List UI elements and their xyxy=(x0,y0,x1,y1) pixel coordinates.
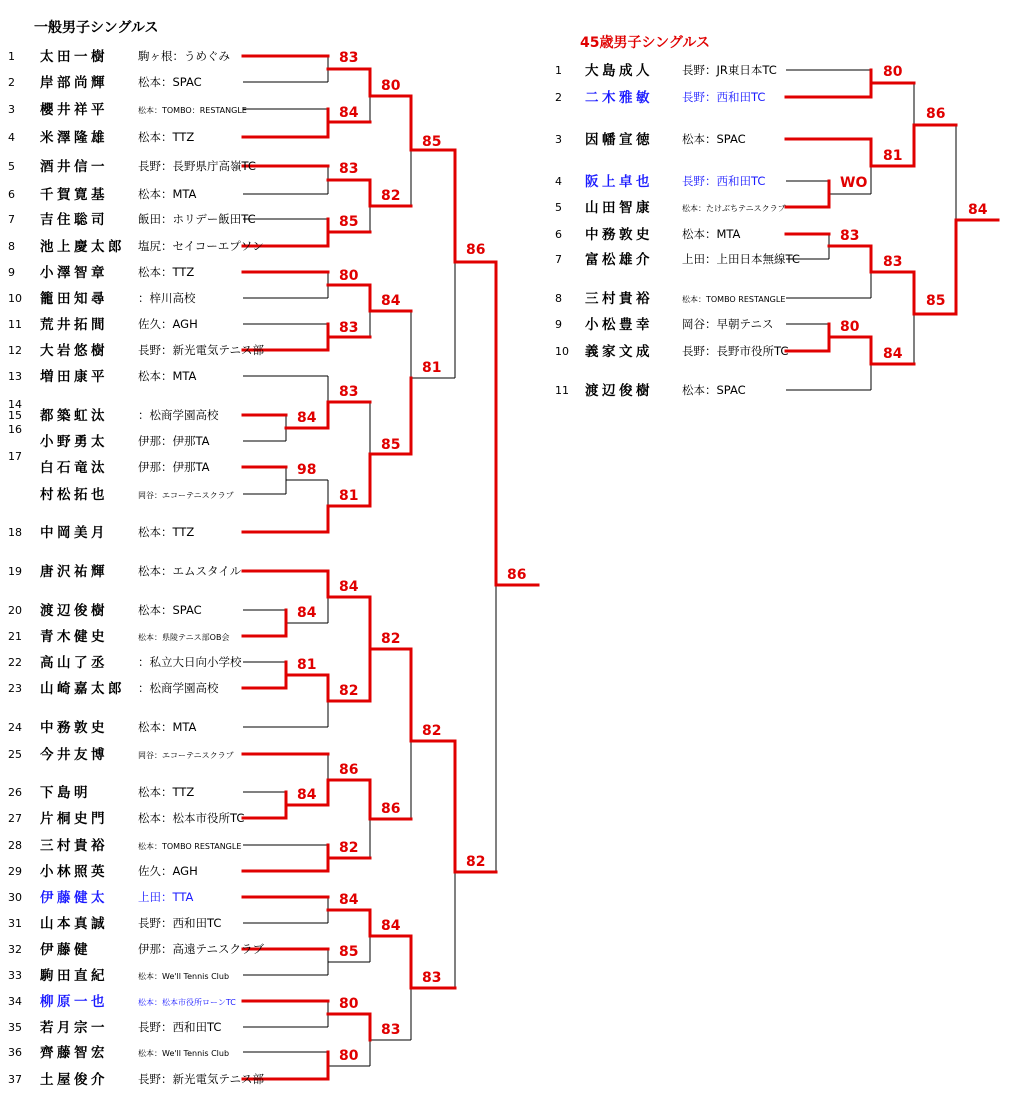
player-club: 松本：エムスタイル xyxy=(138,564,242,578)
player-club: 長野：西和田TC xyxy=(138,916,222,930)
player-name: 二木雅敏 xyxy=(585,90,653,106)
player-club: 松本：松本市役所TC xyxy=(138,811,245,825)
player-club: 松本：TTZ xyxy=(138,785,195,799)
match-score: 80 xyxy=(840,319,860,335)
player-name: 小澤智章 xyxy=(40,265,108,281)
player-number: 17 xyxy=(8,450,22,463)
player-club: ：私立大日向小学校 xyxy=(138,655,242,669)
player-number: 3 xyxy=(8,103,15,116)
player-club: ：梓川高校 xyxy=(138,291,196,305)
match-score: 84 xyxy=(297,787,317,803)
open-singles-title: 一般男子シングルス xyxy=(34,20,159,36)
player-club: 佐久：AGH xyxy=(138,317,198,331)
player-number: 21 xyxy=(8,630,22,643)
player-club: 長野：新光電気テニス部 xyxy=(138,343,265,357)
player-club: 飯田：ホリデー飯田TC xyxy=(138,212,256,226)
player-name: 荒井拓間 xyxy=(40,317,108,333)
player-number: 16 xyxy=(8,423,22,436)
player-number: 12 xyxy=(8,344,22,357)
player-number: 18 xyxy=(8,526,22,539)
player-club: 長野：JR東日本TC xyxy=(682,63,777,77)
player-name: 富松雄介 xyxy=(585,252,653,268)
match-score: 85 xyxy=(339,214,359,230)
match-score: 84 xyxy=(339,105,359,121)
match-score: 82 xyxy=(381,631,401,647)
match-score: 86 xyxy=(381,801,401,817)
player-name: 高山了丞 xyxy=(40,655,108,671)
player-club: 松本：TOMBO RESTANGLE xyxy=(138,842,242,851)
match-score: 83 xyxy=(840,228,860,244)
player-number: 1 xyxy=(555,64,562,77)
player-name: 大岩悠樹 xyxy=(40,343,108,359)
player-name: 山本真誠 xyxy=(40,916,108,932)
match-score: 83 xyxy=(381,1022,401,1038)
player-club: 長野：西和田TC xyxy=(682,90,766,104)
match-score: 86 xyxy=(339,762,359,778)
player-number: 19 xyxy=(8,565,22,578)
player-number: 10 xyxy=(8,292,22,305)
player-club: 松本：MTA xyxy=(138,187,197,201)
player-club: 松本：SPAC xyxy=(682,132,746,146)
match-score: 83 xyxy=(339,320,359,336)
player-club: 松本：MTA xyxy=(682,227,741,241)
match-score: 85 xyxy=(926,293,946,309)
match-score: 83 xyxy=(339,161,359,177)
player-club: 駒ヶ根：うめぐみ xyxy=(138,49,230,63)
player-name: 太田一樹 xyxy=(40,49,108,65)
match-score: 81 xyxy=(297,657,317,673)
player-name: 山崎嘉太郎 xyxy=(40,681,125,697)
match-score: 84 xyxy=(381,918,401,934)
player-club: 長野：長野県庁高嶺TC xyxy=(138,159,256,173)
player-name: 白石竜汰 xyxy=(40,460,108,476)
match-score: 85 xyxy=(422,134,442,150)
match-score: 84 xyxy=(339,892,359,908)
match-score: 85 xyxy=(339,944,359,960)
player-name: 駒田直紀 xyxy=(40,968,108,984)
match-score: 82 xyxy=(339,683,359,699)
player-club: 上田：TTA xyxy=(138,890,194,904)
match-score: 83 xyxy=(422,970,442,986)
match-score: 98 xyxy=(297,462,317,478)
player-number: 10 xyxy=(555,345,569,358)
player-club: 松本：SPAC xyxy=(138,603,202,617)
player-name: 因幡宣徳 xyxy=(585,132,653,148)
player-club: 伊那：伊那TA xyxy=(138,434,210,448)
player-club: 岡谷：エコーテニスクラブ xyxy=(138,751,234,760)
player-club: 松本：We'll Tennis Club xyxy=(138,1049,230,1058)
player-name: 都築虹汰 xyxy=(40,408,108,424)
player-name: 櫻井祥平 xyxy=(40,102,108,118)
player-number: 36 xyxy=(8,1046,22,1059)
match-score: 80 xyxy=(339,268,359,284)
player-name: 伊藤健太 xyxy=(40,890,108,906)
player-number: 7 xyxy=(8,213,15,226)
player-name: 中務敦史 xyxy=(585,227,653,243)
player-number: 37 xyxy=(8,1073,22,1086)
match-score: 86 xyxy=(507,567,527,583)
player-number: 31 xyxy=(8,917,22,930)
player-name: 下島明 xyxy=(40,785,91,801)
match-score: 83 xyxy=(339,384,359,400)
player-club: 松本：TTZ xyxy=(138,130,195,144)
player-club: 伊那：伊那TA xyxy=(138,460,210,474)
player-club: 上田：上田日本無線TC xyxy=(682,252,800,266)
player-name: 柳原一也 xyxy=(40,994,108,1010)
player-number: 22 xyxy=(8,656,22,669)
match-score: 84 xyxy=(297,410,317,426)
player-club: 松本：MTA xyxy=(138,369,197,383)
player-number: 5 xyxy=(555,201,562,214)
player-name: 大島成人 xyxy=(585,63,653,79)
player-club: 長野：新光電気テニス部 xyxy=(138,1072,265,1086)
player-number: 30 xyxy=(8,891,22,904)
player-name: 三村貴裕 xyxy=(40,838,108,854)
player-name: 小松豊幸 xyxy=(585,317,653,333)
player-club: 長野：西和田TC xyxy=(682,174,766,188)
player-number: 6 xyxy=(8,188,15,201)
player-number: 2 xyxy=(555,91,562,104)
player-club: 佐久：AGH xyxy=(138,864,198,878)
player-number: 29 xyxy=(8,865,22,878)
player-number: 14 xyxy=(8,398,22,411)
match-score: 81 xyxy=(339,488,359,504)
player-number: 25 xyxy=(8,748,22,761)
match-score: 81 xyxy=(422,360,442,376)
senior-singles-title: 45歳男子シングルス xyxy=(580,35,711,51)
player-name: 中務敦史 xyxy=(40,720,108,736)
player-name: 伊藤健 xyxy=(40,942,91,958)
player-club: 松本：SPAC xyxy=(138,75,202,89)
match-score: 85 xyxy=(381,437,401,453)
player-number: 11 xyxy=(555,384,569,397)
match-score: 86 xyxy=(466,242,486,258)
player-number: 35 xyxy=(8,1021,22,1034)
player-name: 青木健史 xyxy=(40,629,108,645)
player-number: 7 xyxy=(555,253,562,266)
player-club: 塩尻：セイコーエプソン xyxy=(138,239,264,253)
player-number: 3 xyxy=(555,133,562,146)
player-club: ：松商学園高校 xyxy=(138,681,219,695)
match-score: 80 xyxy=(381,78,401,94)
player-club: 松本：SPAC xyxy=(682,383,746,397)
match-score: WO xyxy=(840,175,868,191)
player-number: 9 xyxy=(8,266,15,279)
player-name: 酒井信一 xyxy=(40,159,108,175)
player-number: 8 xyxy=(8,240,15,253)
player-number: 26 xyxy=(8,786,22,799)
player-number: 2 xyxy=(8,76,15,89)
match-score: 82 xyxy=(466,854,486,870)
match-score: 83 xyxy=(883,254,903,270)
player-number: 11 xyxy=(8,318,22,331)
player-name: 小林照英 xyxy=(40,864,108,880)
match-score: 80 xyxy=(339,1048,359,1064)
player-name: 千賀寛基 xyxy=(40,187,108,203)
player-number: 20 xyxy=(8,604,22,617)
player-club: 松本：TOMBO：RESTANGLE xyxy=(138,106,247,115)
player-name: 今井友博 xyxy=(40,747,108,763)
player-name: 若月宗一 xyxy=(40,1020,108,1036)
player-club: 伊那：高遠テニスクラブ xyxy=(138,942,265,956)
player-name: 阪上卓也 xyxy=(585,174,653,190)
player-club: 松本：県陵テニス部OB会 xyxy=(138,633,230,642)
player-name: 山田智康 xyxy=(585,200,653,216)
player-number: 34 xyxy=(8,995,22,1008)
player-club: ：松商学園高校 xyxy=(138,408,219,422)
match-score: 82 xyxy=(422,723,442,739)
match-score: 82 xyxy=(339,840,359,856)
player-number: 9 xyxy=(555,318,562,331)
player-club: 松本：TOMBO RESTANGLE xyxy=(682,295,786,304)
match-score: 80 xyxy=(883,64,903,80)
match-score: 81 xyxy=(883,148,903,164)
player-number: 4 xyxy=(8,131,15,144)
player-name: 小野勇太 xyxy=(40,434,108,450)
player-name: 渡辺俊樹 xyxy=(585,383,653,399)
player-club: 岡谷：早朝テニス xyxy=(682,317,774,331)
match-score: 84 xyxy=(297,605,317,621)
player-name: 岸部尚輝 xyxy=(40,75,108,91)
player-number: 8 xyxy=(555,292,562,305)
player-club: 松本：たけぶちテニスクラブ xyxy=(682,204,786,213)
player-club: 岡谷：エコーテニスクラブ xyxy=(138,491,234,500)
player-number: 15 xyxy=(8,409,22,422)
player-club: 松本：松本市役所ローンTC xyxy=(138,998,236,1007)
player-name: 池上慶太郎 xyxy=(40,239,125,255)
player-name: 片桐史門 xyxy=(40,811,108,827)
player-name: 米澤隆雄 xyxy=(40,130,108,146)
player-number: 27 xyxy=(8,812,22,825)
player-number: 24 xyxy=(8,721,22,734)
player-club: 松本：TTZ xyxy=(138,265,195,279)
match-score: 84 xyxy=(381,293,401,309)
match-score: 83 xyxy=(339,50,359,66)
player-club: 長野：西和田TC xyxy=(138,1020,222,1034)
player-name: 村松拓也 xyxy=(40,487,108,503)
match-score: 82 xyxy=(381,188,401,204)
player-name: 中岡美月 xyxy=(40,525,108,541)
player-number: 23 xyxy=(8,682,22,695)
player-club: 長野：長野市役所TC xyxy=(682,344,789,358)
player-club: 松本：We'll Tennis Club xyxy=(138,972,230,981)
player-number: 5 xyxy=(8,160,15,173)
player-number: 28 xyxy=(8,839,22,852)
player-number: 13 xyxy=(8,370,22,383)
match-score: 80 xyxy=(339,996,359,1012)
player-number: 1 xyxy=(8,50,15,63)
player-name: 土屋俊介 xyxy=(40,1072,108,1088)
player-name: 吉住聡司 xyxy=(40,212,108,228)
player-name: 渡辺俊樹 xyxy=(40,603,108,619)
player-name: 齊藤智宏 xyxy=(40,1045,108,1061)
match-score: 84 xyxy=(883,346,903,362)
player-number: 32 xyxy=(8,943,22,956)
player-name: 三村貴裕 xyxy=(585,291,653,307)
player-number: 33 xyxy=(8,969,22,982)
match-score: 84 xyxy=(968,202,988,218)
player-number: 4 xyxy=(555,175,562,188)
match-score: 84 xyxy=(339,579,359,595)
player-name: 籠田知尋 xyxy=(40,291,108,307)
player-name: 増田康平 xyxy=(40,369,108,385)
player-club: 松本：MTA xyxy=(138,720,197,734)
player-number: 6 xyxy=(555,228,562,241)
player-name: 義家文成 xyxy=(585,344,653,360)
match-score: 86 xyxy=(926,106,946,122)
player-name: 唐沢祐輝 xyxy=(40,564,108,580)
player-club: 松本：TTZ xyxy=(138,525,195,539)
